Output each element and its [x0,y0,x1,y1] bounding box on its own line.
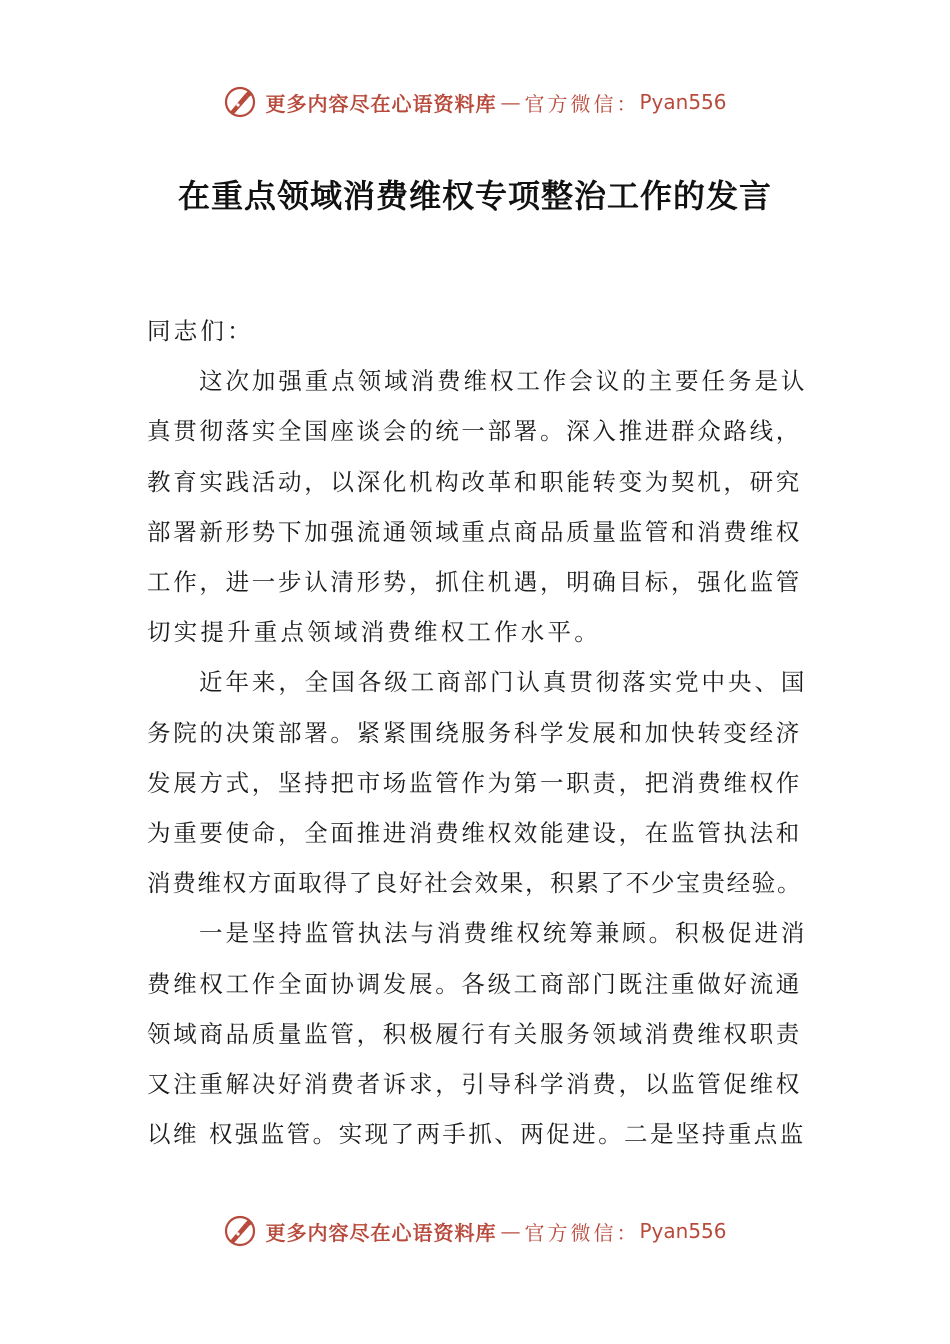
header-site-name: 更多内容尽在心语资料库 [265,91,497,116]
text-line: 领域商品质量监管，积极履行有关服务领域消费维权职责 [147,1019,802,1048]
footer-wechat-label: 官方微信： [524,1220,640,1245]
text-line: 工作，进一步认清形势，抓住机遇，明确目标，强化监管 [147,568,802,597]
text-line: 近年来，全国各级工商部门认真贯彻落实党中央、国 [199,668,808,697]
text-line: 为重要使命，全面推进消费维权效能建设，在监管执法和 [147,819,802,848]
text-line: 同志们： [147,317,254,345]
footer-site-name: 更多内容尽在心语资料库 [265,1220,497,1245]
paragraph-1 [147,356,807,657]
text-line: 务院的决策部署。紧紧围绕服务科学发展和加快转变经济 [147,718,802,747]
document-title: 在重点领域消费维权专项整治工作的发言 [177,177,772,215]
paragraph-3 [147,908,807,1159]
text-line: 一是坚持监管执法与消费维权统筹兼顾。积极促进消 [199,919,808,948]
text-line: 部署新形势下加强流通领域重点商品质量监管和消费维权 [147,517,802,546]
document-body [147,306,807,1159]
header-wechat-id: Pyan556 [639,90,727,114]
text-line: 这次加强重点领域消费维权工作会议的主要任务是认 [199,367,808,396]
header-watermark [0,82,950,122]
text-line: 教育实践活动，以深化机构改革和职能转变为契机，研究 [147,467,802,496]
pen-nib-icon [223,1214,257,1248]
text-line: 以维 权强监管。实现了两手抓、两促进。二是坚持重点监 [147,1120,806,1149]
footer-wechat-id: Pyan556 [639,1219,727,1243]
text-line: 切实提升重点领域消费维权工作水平。 [147,618,601,647]
pen-nib-icon [223,85,257,119]
text-line: 发展方式，坚持把市场监管作为第一职责，把消费维权作 [147,768,802,797]
text-line: 费维权工作全面协调发展。各级工商部门既注重做好流通 [147,969,802,998]
footer-separator: — [500,1219,521,1243]
paragraph-2 [147,657,807,908]
text-line: 真贯彻落实全国座谈会的统一部署。深入推进群众路线， [147,417,802,446]
header-separator: — [500,90,521,114]
header-wechat-label: 官方微信： [524,91,640,116]
salutation [147,306,807,356]
text-line: 又注重解决好消费者诉求，引导科学消费，以监管促维权 [147,1070,802,1099]
text-line: 消费维权方面取得了良好社会效果，积累了不少宝贵经验。 [147,869,803,898]
footer-watermark [0,1211,950,1251]
